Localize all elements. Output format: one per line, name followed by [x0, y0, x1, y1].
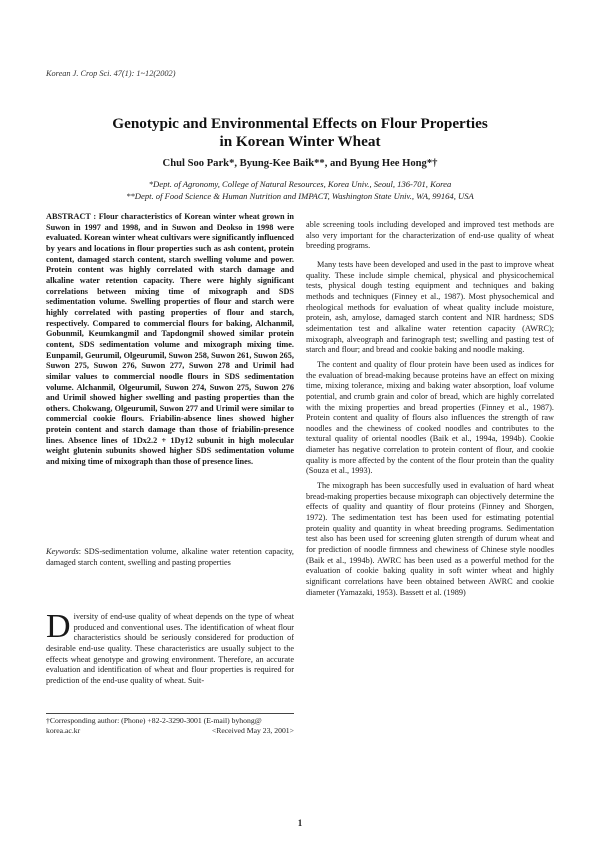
keywords-label: Keywords: [46, 547, 79, 556]
footnote: [46, 716, 294, 736]
footnote-line-1: †Corresponding author: (Phone) +82-2-3290-3001 (E-mail) byhong@: [46, 716, 262, 725]
journal-citation: Korean J. Crop Sci. 47(1): 1~12(2002): [46, 69, 176, 78]
received-date: <Received May 23, 2001>: [211, 726, 294, 735]
right-column: [306, 220, 554, 598]
abstract-text: Flour characteristics of Korean winter wheat grown in Suwon in 1997 and 1998, and in Suwon and Deokso in 1998 were evaluated. Korean winter wheat cultivars were significantly influenced by years and locations in flour properties such as ash content, protein content, damaged starch content, starch swelling volume and power. Protein content was highly correlated with starch damage and alkaline water retention capacity. There were highly significant correlations between mixing time of mixograph and SDS sedimentation volume. Swelling properties of flour and starch were highly correlated with pasting properties of flour and starch, respectively. Compared to commercial flours for baking, Alchanmil, Gobunmil, Keumkangmil and Tapdongmil showed similar protein content, SDS sedimentation volume and mixograph mixing time. Eunpamil, Geurumil, Olgeurumil, Suwon 258, Suwon 261, Suwon 265, Suwon 275, Suwon 276, Suwon 277, Suwon 278 and Urimil had similar values to commercial noodle flours in SDS sedimentation volume. Alchanmil, Olgeurumil, Suwon 274, Suwon 275, Suwon 276 and Urimil showed higher swelling and pasting properties than the others. Chokwang, Olgeurumil, Suwon 277 and Urimil were similar to commercial cookie flours. Friabilin-absence lines showed higher protein content and starch damage than those of friabilin-presence lines. Absence lines of 1Dx2.2 + 1Dy12 subunit in high molecular weight glutenin subunits showed higher SDS sedimentation volume and mixing time of mixograph than those of presence lines.: [46, 212, 295, 467]
affiliation-2: **Dept. of Food Science & Human Nutrition and IMPACT, Washington State Univ., WA, 99164, USA: [126, 191, 474, 201]
paragraph-4: The mixograph has been succesfully used in evaluation of hard wheat bread-making properties because mixograph can objectively determine the effects of quality and quantity of flour proteins (Finney and Shorgen, 1972). The sedimentation test has been used for estimating potential protein quality and quantity in wheat breeding programs. Sedimentation test also has been used for screening gluten strength of durum wheat and for prediction of noodle firmness and chewiness of Chinese style noodles (Baik et al., 1994b). AWRC has been used as a powerful method for the evaluation of cookie baking quality in soft winter wheat and highly significant correlations have been obtained between AWRC and cookie diameter (Yamazaki, 1953). Bassett et al. (1989): [306, 481, 554, 597]
intro-text: iversity of end-use quality of wheat depends on the type of wheat produced and conventional uses. The identification of wheat flour characteristics should be seriously considered for production of desirable end-use quality. These characteristics are usually subject to the effects wheat genotype and growing environment. Therefore, an accurate evaluation and identification of wheat and flour properties is required for prediction of the end-use quality of wheat. Suit-: [46, 612, 294, 685]
abstract-label: ABSTRACT :: [46, 212, 97, 221]
page-number: 1: [297, 818, 303, 828]
paragraph-1: able screening tools including developed and improved test methods are also very important for the characterization of end-use quality of wheat breeding programs.: [306, 220, 554, 251]
footnote-email-end: korea.ac.kr: [46, 726, 81, 735]
paragraph-3: The content and quality of flour protein have been used as indices for the evaluation of bread-making because proteins have an effect on mixing time, mixing tolerance, mixing and baking water absorption, loaf volume potential, and crumb grain and color of bread, which are highly correlated with the mixing properties and bread properties (Finney et al., 1987). Protein content and quality of flours also influences the strength of raw noodles and the chewiness of cooked noodles and contributes to the textural quality of oriental noodles (Baik et al., 1994a, 1994b). Cookie diameter has negative correlation to protein content of flour, and cookie quality is more affected by the content of the flour protein than the quality (Souza et al., 1993).: [306, 359, 554, 476]
drop-cap: D: [46, 608, 71, 645]
footnote-line-2: [46, 726, 294, 736]
footnote-divider: [46, 713, 294, 714]
keywords-text: : SDS-sedimentation volume, alkaline water retention capacity, damaged starch content, swelling and pasting properties: [46, 547, 294, 567]
abstract: [46, 212, 294, 468]
paragraph-2: Many tests have been developed and used in the past to improve wheat quality. These include simple chemical, physical and physicochemical tests, physical dough testing equipment and techniques and baking methods and techniques (Finney et al., 1987). Most physochemical and rheological methods for evaluation of wheat quality include moisture, protein, ash, amylose, damaged starch content and NIR hardness; SDS sdeimentation test and alkaline water retention capacity (AWRC); mixograph, alveograph and farinograph test; swelling and pasting test of starch and flour; and bread and cookie baking and noodle making.: [306, 259, 554, 355]
introduction: [46, 608, 294, 687]
title-line-1: Genotypic and Environmental Effects on Flour Properties: [112, 115, 488, 132]
affiliation-1: *Dept. of Agronomy, College of Natural Resources, Korea Univ., Seoul, 136-701, Korea: [148, 179, 452, 189]
title-line-2: in Korean Winter Wheat: [219, 133, 381, 150]
paper-title: [60, 115, 540, 151]
keywords: [46, 547, 294, 568]
author-list: Chul Soo Park*, Byung-Kee Baik**, and Byung Hee Hong*†: [162, 158, 438, 169]
